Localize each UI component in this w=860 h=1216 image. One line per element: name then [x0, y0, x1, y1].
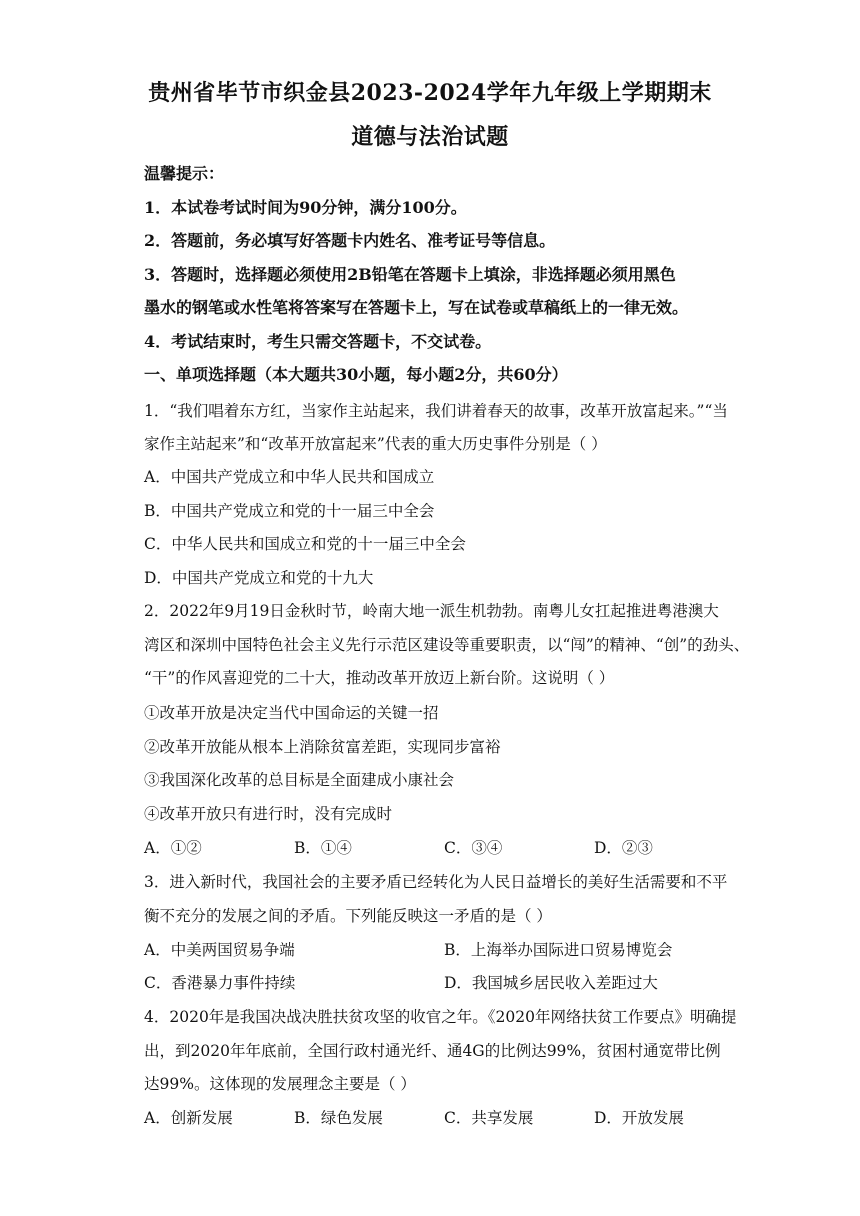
question-stem: 4．2020年是我国决战决胜扶贫攻坚的收官之年。《2020年网络扶贫工作要点》明确提: [144, 1008, 737, 1026]
question-stem: 湾区和深圳中国特色社会主义先行示范区建设等重要职责，以“闯”的精神、“创”的劲头、: [144, 636, 750, 654]
answer-option: C．香港暴力事件持续: [144, 974, 296, 992]
answer-option: C．③④: [444, 839, 503, 857]
answer-option: A．中美两国贸易争端: [144, 941, 295, 959]
question-stem: 出，到2020年年底前，全国行政村通光纤、通4G的比例达99%，贫困村通宽带比例: [144, 1042, 721, 1060]
answer-option: D．②③: [594, 839, 653, 857]
question-stem: 达99%。这体现的发展理念主要是（ ）: [144, 1075, 416, 1093]
answer-option: D．开放发展: [594, 1109, 684, 1127]
question-stem: 衡不充分的发展之间的矛盾。下列能反映这一矛盾的是（ ）: [144, 907, 552, 925]
statement: ②改革开放能从根本上消除贫富差距，实现同步富裕: [144, 738, 501, 756]
question-stem: 3．进入新时代，我国社会的主要矛盾已经转化为人民日益增长的美好生活需要和不平: [144, 873, 728, 891]
answer-option: D．我国城乡居民收入差距过大: [444, 974, 658, 992]
notice-item: 1．本试卷考试时间为90分钟，满分100分。: [144, 198, 467, 217]
notice-heading: 温馨提示：: [144, 164, 225, 183]
statement: ③我国深化改革的总目标是全面建成小康社会: [144, 771, 455, 789]
answer-option: C．中华人民共和国成立和党的十一届三中全会: [144, 535, 466, 553]
answer-option: B．绿色发展: [294, 1109, 383, 1127]
notice-item: 墨水的钢笔或水性笔将答案写在答题卡上，写在试卷或草稿纸上的一律无效。: [144, 298, 689, 317]
section-heading: 一、单项选择题（本大题共30小题，每小题2分，共60分）: [144, 365, 568, 384]
answer-option: D．中国共产党成立和党的十九大: [144, 569, 374, 587]
answer-option: C．共享发展: [444, 1109, 534, 1127]
exam-title-line2: 道德与法治试题: [351, 124, 509, 150]
notice-item: 2．答题前，务必填写好答题卡内姓名、准考证号等信息。: [144, 231, 556, 250]
notice-item: 4．考试结束时，考生只需交答题卡，不交试卷。: [144, 332, 492, 351]
statement: ①改革开放是决定当代中国命运的关键一招: [144, 704, 439, 722]
question-stem: 1．“我们唱着东方红，当家作主站起来，我们讲着春天的故事，改革开放富起来。”“当: [144, 402, 728, 420]
statement: ④改革开放只有进行时，没有完成时: [144, 805, 393, 823]
exam-title-line1: 贵州省毕节市织金县2023-2024学年九年级上学期期末: [148, 80, 712, 106]
notice-item: 3．答题时，选择题必须使用2B铅笔在答题卡上填涂，非选择题必须用黑色: [144, 265, 676, 284]
answer-option: A．①②: [144, 839, 202, 857]
answer-option: A．创新发展: [144, 1109, 233, 1127]
answer-option: A．中国共产党成立和中华人民共和国成立: [144, 468, 435, 486]
answer-option: B．①④: [294, 839, 352, 857]
question-stem: “干”的作风喜迎党的二十大，推动改革开放迈上新台阶。这说明（ ）: [144, 669, 615, 687]
question-stem: 2．2022年9月19日金秋时节，岭南大地一派生机勃勃。南粤儿女扛起推进粤港澳大: [144, 602, 719, 620]
answer-option: B．中国共产党成立和党的十一届三中全会: [144, 502, 435, 520]
answer-option: B．上海举办国际进口贸易博览会: [444, 941, 673, 959]
question-stem: 家作主站起来”和“改革开放富起来”代表的重大历史事件分别是（ ）: [144, 435, 607, 453]
